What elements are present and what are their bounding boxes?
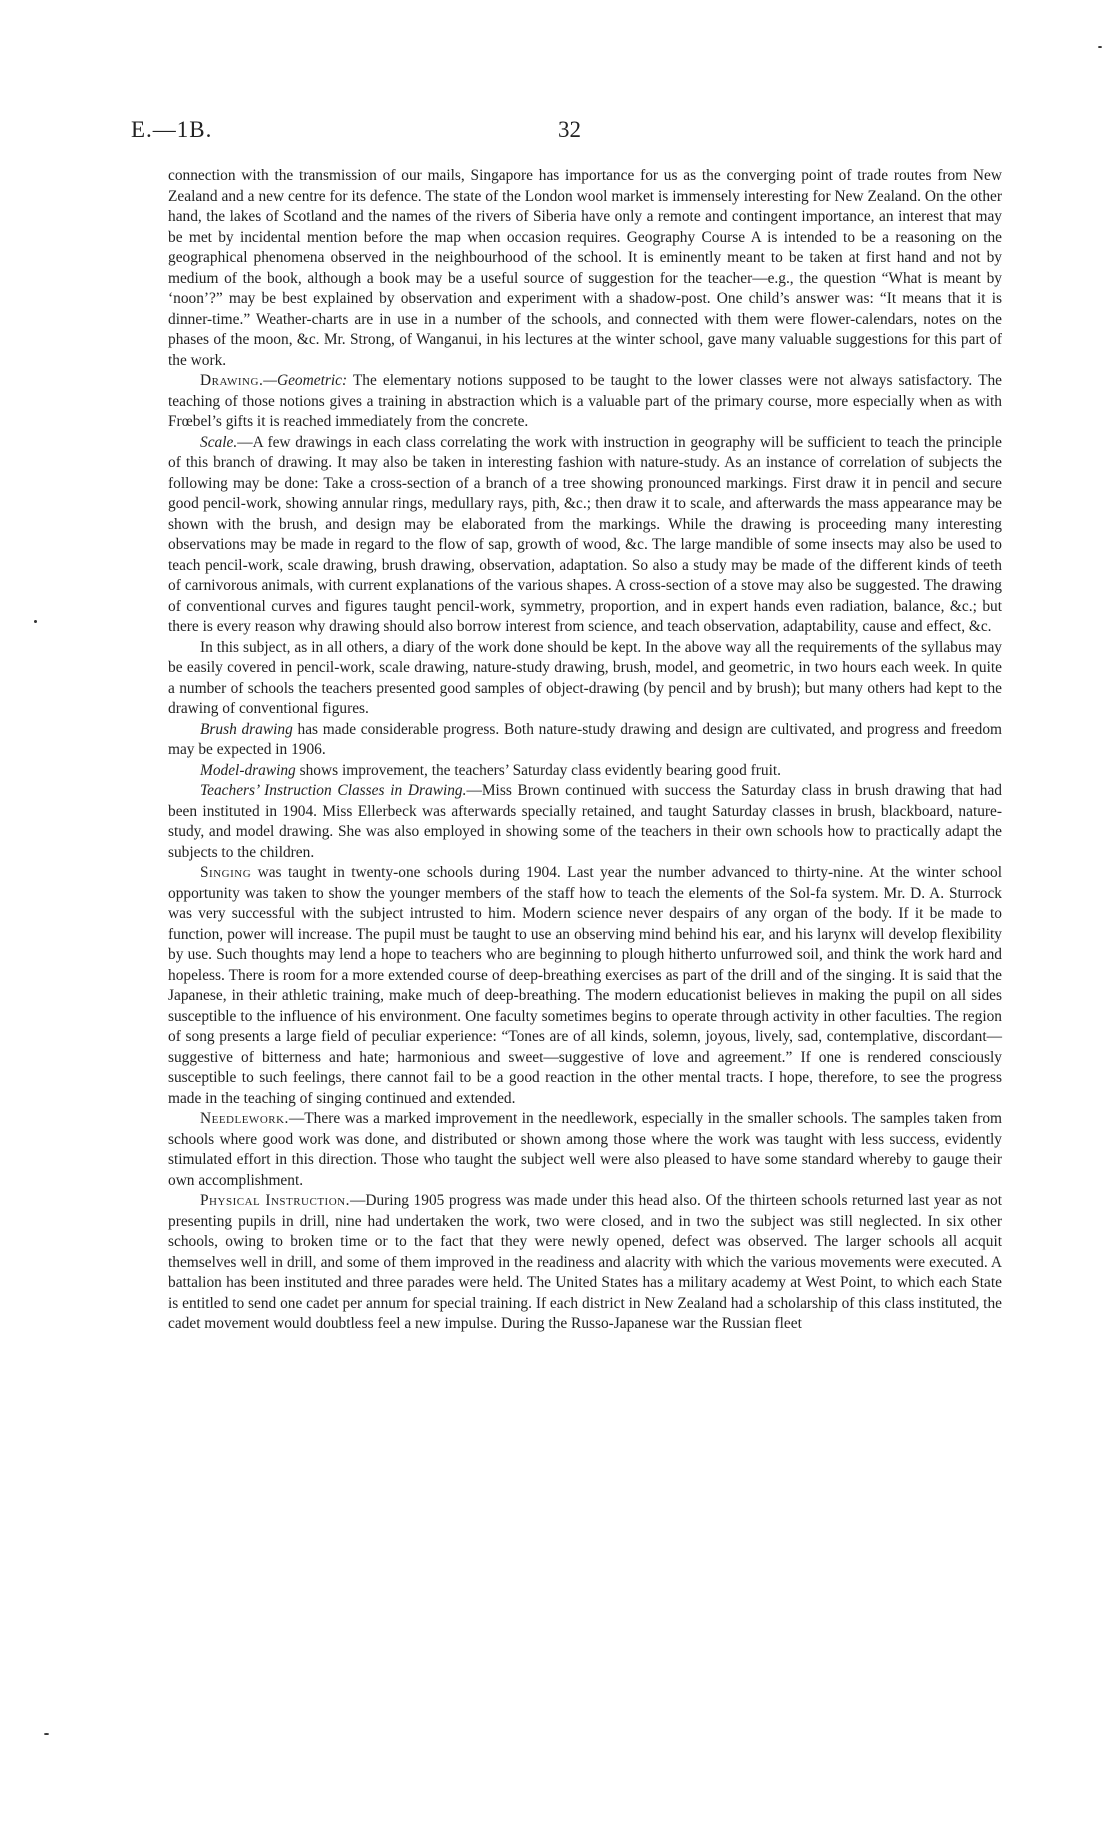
paragraph-text: shows improvement, the teachers’ Saturday class evidently bearing good fruit.	[295, 761, 782, 779]
subheading: Model-drawing	[200, 761, 296, 779]
paragraph-text: connection with the transmission of our mails, Singapore has importance for us as the converging point of trade routes from New Zealand and a new centre for its defence. The state of the London wool market is immensely interesting for New Zealand. On the other hand, the lakes of Scotland and the names of the rivers of Siberia have only a remote and contingent importance, an interest that may be met by incidental mention before the map when occasion requires. Geography Course A is intended to be a reasoning on the geographical phenomena observed in the neighbourhood of the school. It is eminently meant to be taken at first hand and not by medium of the book, although a book may be a useful source of suggestion for the teacher—e.g., the question “What is meant by ‘noon’?” may be best explained by observation and experiment with a shadow-post. One child’s answer was: “It means that it is dinner-time.” Weather-charts are in use in a number of the schools, and connected with them were flower-calendars, notes on the phases of the moon, &c. Mr. Strong, of Wanganui, in his lectures at the winter school, gave many valuable suggestions for this part of the work.	[168, 167, 1002, 369]
section-heading: Drawing.	[200, 372, 264, 389]
scan-speck	[44, 1733, 49, 1735]
paragraph-text: has made considerable progress. Both nature-study drawing and design are cultivated, and progress and freedom may be expected in 1906.	[168, 720, 1002, 758]
paragraph-text: In this subject, as in all others, a diary of the work done should be kept. In the above way all the requirements of the syllabus may be easily covered in pencil-work, scale drawing, nature-study drawing, brush, model, and geometric, in two hours each week. In quite a number of schools the teachers presented good samples of object-drawing (by pencil and by brush); but many others had kept to the drawing of conventional figures.	[168, 638, 1002, 717]
scan-speck	[1098, 46, 1102, 48]
section-heading: Physical Instruction.	[200, 1192, 350, 1209]
paragraph-diary	[168, 638, 1002, 720]
body-text	[168, 166, 1002, 1335]
paragraph-physical-instruction	[168, 1191, 1002, 1335]
paragraph-brush-drawing	[168, 720, 1002, 761]
subheading: Scale.	[200, 433, 238, 451]
subheading: Brush drawing	[200, 720, 293, 738]
paragraph-model-drawing	[168, 761, 1002, 782]
paragraph-geography	[168, 166, 1002, 371]
paragraph-text: was taught in twenty-one schools during 1904. Last year the number advanced to thirty-nine. At the winter school opportunity was taken to show the younger members of the staff how to teach the elements of the Sol-fa system. Mr. D. A. Sturrock was very successful with the subject intrusted to him. Modern science never despairs of any organ of the body. If it be made to function, power will increase. The pupil must be taught to use an observing mind behind his ear, and his larynx will develop flexibility by use. Such thoughts may lend a hope to teachers who are beginning to plough hitherto unfurrowed soil, and think the work hard and hopeless. There is room for a more extended course of deep-breathing exercises as part of the drill and of the singing. It is said that the Japanese, in their athletic training, make much of deep-breathing. The modern educationist believes in making the pupil on all sides susceptible to the influence of his environment. One faculty sometimes begins to operate through activity in other faculties. The region of song presents a large field of peculiar experience: “Tones are of all kinds, solemn, joyous, lively, sad, contemplative, discordant—suggestive of bitterness and hate; harmonious and sweet—suggestive of love and agreement.” If one is rendered consciously susceptible to such feelings, there cannot fail to be a good reaction in the other mental tracts. I hope, therefore, to see the progress made in the teaching of singing continued and extended.	[168, 864, 1002, 1107]
paragraph-needlework	[168, 1109, 1002, 1191]
subheading: Teachers’ Instruction Classes in Drawing.	[200, 782, 467, 799]
scan-speck	[34, 620, 37, 623]
document-reference: E.—1B.	[131, 117, 213, 142]
page-number: 32	[558, 117, 581, 142]
paragraph-text: —A few drawings in each class correlating the work with instruction in geography will be sufficient to teach the principle of this branch of drawing. It may also be taken in interesting fashion with nature-study. As an instance of correlation of subjects the following may be done: Take a cross-section of a branch of a tree showing pronounced markings. First draw it in pencil and secure good pencil-work, showing annular rings, medullary rays, pith, &c.; then draw it to scale, and afterwards the mass appearance may be shown with the brush, and design may be elaborated from the markings. While the drawing is proceeding many interesting observations may be made in regard to the flow of sap, growth of wood, &c. The large mandible of some insects may also be used to teach pencil-work, scale drawing, brush drawing, observation, adaptation. So also a study may be made of the different kinds of teeth of carnivorous animals, with current explanations of the various shapes. A cross-section of a stove may also be suggested. The drawing of conventional curves and figures taught pencil-work, symmetry, proportion, and in expert hands even radiation, balance, &c.; but there is every reason why drawing should also borrow interest from science, and teach observation, adaptability, cause and effect, &c.	[168, 433, 1002, 635]
paragraph-teachers-classes	[168, 781, 1002, 863]
section-heading: Singing	[200, 864, 252, 881]
subheading: —Geometric:	[263, 372, 348, 389]
paragraph-text: —Miss Brown continued with success the Saturday class in brush drawing that had been instituted in 1904. Miss Ellerbeck was afterwards specially retained, and taught Saturday classes in brush, blackboard, nature-study, and model drawing. She was also employed in showing some of the teachers in their own schools how to practically adapt the subjects to the children.	[168, 782, 1002, 861]
paragraph-text: —There was a marked improvement in the needlework, especially in the smaller schools. The samples taken from schools where good work was done, and distributed or shown among those where the work was taught with less success, evidently stimulated effort in this direction. Those who taught the subject well were also pleased to have some standard whereby to gauge their own accomplishment.	[168, 1110, 1002, 1189]
paragraph-scale	[168, 433, 1002, 638]
paragraph-text: —During 1905 progress was made under this head also. Of the thirteen schools returned last year as not presenting pupils in drill, nine had undertaken the work, two were closed, and in two the subject was still neglected. In six other schools, owing to broken time or to the fact that they were newly opened, defect was observed. The larger schools all acquit themselves well in drill, and some of them improved in the readiness and alacrity with which the various movements were executed. A battalion has been instituted and three parades were held. The United States has a military academy at West Point, to which each State is entitled to send one cadet per annum for special training. If each district in New Zealand had a scholarship of this class instituted, the cadet movement would doubtless feel a new impulse. During the Russo-Japanese war the Russian fleet	[168, 1192, 1003, 1332]
paragraph-drawing-geometric	[168, 371, 1002, 433]
paragraph-text: The elementary notions supposed to be taught to the lower classes were not always satisfactory. The teaching of those notions gives a training in abstraction which is a valuable part of the primary course, more especially when as with Frœbel’s gifts it is reached immediately from the concrete.	[168, 372, 1002, 430]
section-heading: Needlework.	[200, 1110, 289, 1127]
paragraph-singing	[168, 863, 1002, 1109]
